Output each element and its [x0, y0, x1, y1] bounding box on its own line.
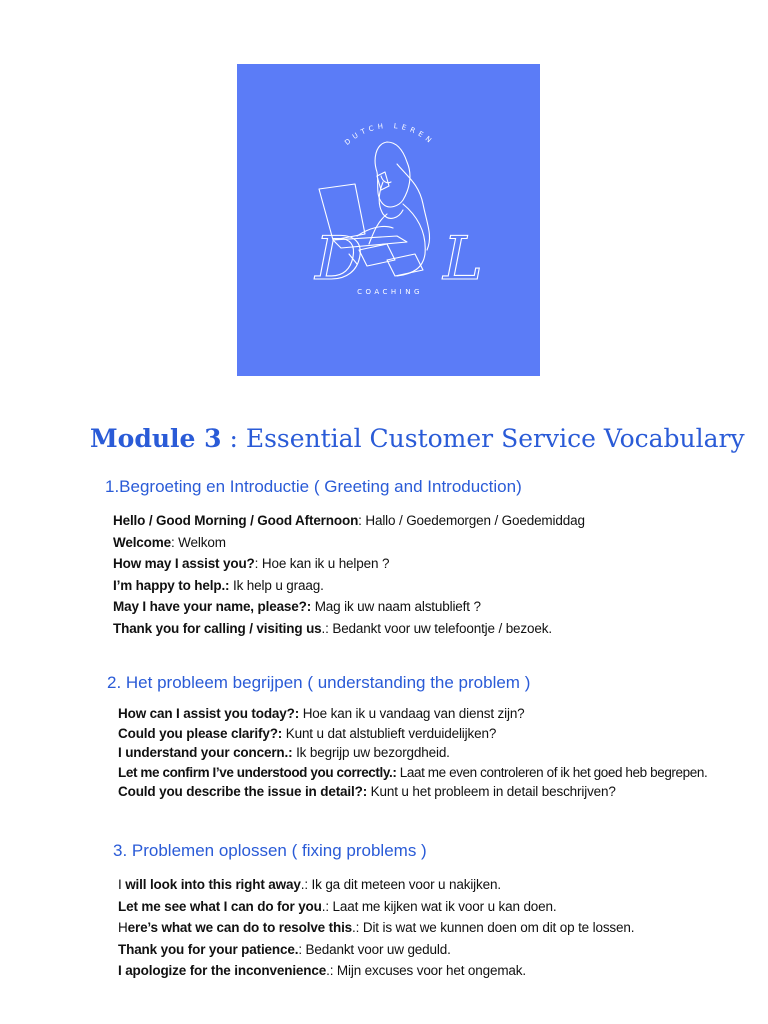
- list-item: Here’s what we can do to resolve this.: Dit is wat we kunnen doen om dit op te lossen.: [118, 920, 635, 935]
- list-item: Hello / Good Morning / Good Afternoon: Hallo / Goedemorgen / Goedemiddag: [113, 513, 585, 528]
- list-item: Let me confirm I’ve understood you correctly.: Laat me even controleren of ik het goed heb begrepen.: [118, 764, 708, 780]
- title-module: Module 3: [90, 424, 222, 453]
- section-3-heading: 3. Problemen oplossen ( fixing problems ): [113, 841, 427, 860]
- list-item: I understand your concern.: Ik begrijp uw bezorgdheid.: [118, 745, 450, 760]
- title-rest: : Essential Customer Service Vocabulary: [221, 424, 745, 453]
- logo-arc-text: DUTCH LEREN: [343, 121, 436, 147]
- section-2-heading: 2. Het probleem begrijpen ( understanding the problem ): [107, 673, 531, 692]
- list-item: Thank you for calling / visiting us.: Bedankt voor uw telefoontje / bezoek.: [113, 620, 552, 636]
- section-1-list: [113, 510, 585, 639]
- list-item: How may I assist you?: Hoe kan ik u helpen ?: [113, 556, 390, 571]
- brand-logo: [237, 64, 540, 376]
- list-item: Let me see what I can do for you.: Laat me kijken wat ik voor u kan doen.: [118, 898, 557, 914]
- section-1-heading: 1.Begroeting en Introductie ( Greeting and Introduction): [105, 477, 522, 496]
- logo-letter-left: D: [315, 224, 364, 294]
- list-item: I apologize for the inconvenience.: Mijn excuses voor het ongemak.: [118, 963, 526, 978]
- section-3-list: [118, 874, 634, 982]
- list-item: How can I assist you today?: Hoe kan ik u vandaag van dienst zijn?: [118, 706, 525, 721]
- logo-letter-right: L: [443, 224, 483, 294]
- page-title: [90, 424, 745, 453]
- list-item: Thank you for your patience.: Bedankt voor uw geduld.: [118, 941, 451, 957]
- logo-bottom-text: COACHING: [357, 288, 423, 296]
- list-item: Could you describe the issue in detail?: Kunt u het probleem in detail beschrijven?: [118, 784, 616, 799]
- list-item: I will look into this right away.: Ik ga dit meteen voor u nakijken.: [118, 877, 501, 892]
- woman-laptop-illustration-icon: [237, 64, 540, 376]
- list-item: Welcome: Welkom: [113, 534, 226, 550]
- list-item: I’m happy to help.: Ik help u graag.: [113, 577, 324, 593]
- list-item: May I have your name, please?: Mag ik uw naam alstublieft ?: [113, 599, 481, 614]
- list-item: Could you please clarify?: Kunt u dat alstublieft verduidelijken?: [118, 725, 497, 741]
- section-2-list: [118, 704, 707, 802]
